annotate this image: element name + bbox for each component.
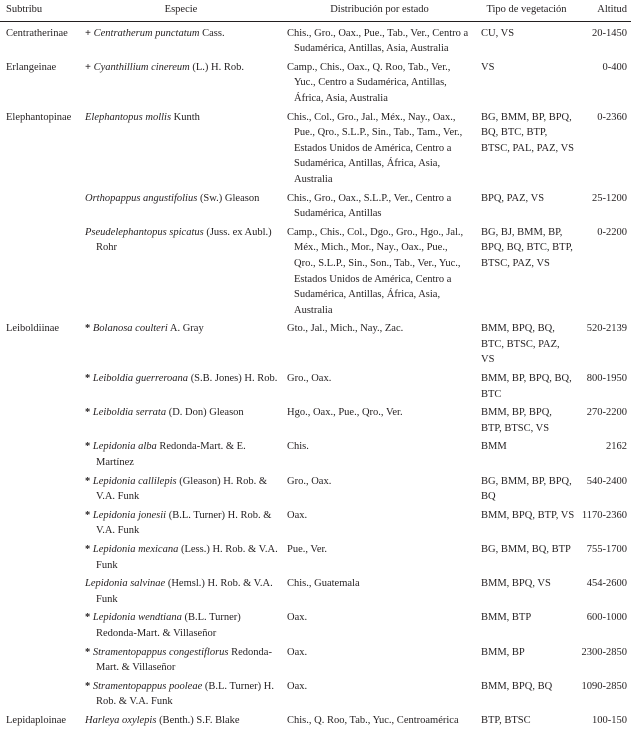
species-marker: * — [85, 646, 91, 658]
altitude-cell: 0-400 — [602, 61, 627, 73]
altitude-cell: 25-1200 — [592, 192, 627, 204]
table-row — [0, 676, 631, 710]
altitude-cell: 1170-2360 — [581, 509, 627, 521]
distribution-cell — [283, 676, 476, 710]
vegetation-cell: BG, BMM, BQ, BTP — [481, 544, 571, 555]
species-marker: * — [85, 680, 91, 692]
distribution-text: Chis. — [287, 441, 309, 453]
header-row — [0, 2, 631, 21]
subtribe-cell: Erlangeinae — [6, 61, 57, 73]
species-name: Lepidonia mexicana — [92, 544, 179, 555]
distribution-text: Oax. — [287, 646, 308, 658]
species-author: Redonda-Mart. & E. Martínez — [96, 441, 246, 469]
distribution-cell — [283, 471, 476, 505]
vegetation-cell: BMM, BPQ, VS — [481, 578, 551, 590]
distribution-text: Gto., Jal., Mich., Nay., Zac. — [287, 323, 404, 335]
vegetation-cell: BTP, BTSC — [481, 714, 531, 726]
vegetation-cell: BMM, BPQ, BQ, BTC, BTSC, PAZ, VS — [481, 323, 560, 366]
species-name: Cyanthillium cinereum — [93, 61, 190, 73]
species-cell — [79, 188, 283, 222]
distribution-cell — [283, 573, 476, 607]
table-row — [0, 436, 631, 470]
species-author: (B.L. Turner) H. Rob. & V.A. Funk — [96, 509, 272, 537]
species-author: A. Gray — [169, 323, 204, 335]
distribution-cell — [283, 402, 476, 436]
subtribe-cell: Centratherinae — [6, 27, 68, 39]
distribution-text: Hgo., Oax., Pue., Qro., Ver. — [287, 407, 403, 419]
species-author: (L.) H. Rob. — [192, 61, 244, 73]
subtribe-cell — [0, 573, 79, 607]
species-author: (Hemsl.) H. Rob. & V.A. Funk — [96, 578, 273, 605]
table-row — [0, 368, 631, 402]
species-name: Stramentopappus pooleae — [92, 680, 203, 692]
subtribe-cell — [0, 471, 79, 505]
distribution-text: Chis., Gro., Oax., Pue., Tab., Ver., Centro a Sudamérica, Antillas, Asia, Australia — [287, 27, 469, 55]
subtribe-cell — [0, 505, 79, 539]
distribution-text: Pue., Ver. — [287, 544, 328, 555]
distribution-text: Oax. — [287, 509, 308, 521]
species-author: (Juss. ex Aubl.) Rohr — [96, 226, 272, 254]
species-cell — [79, 642, 283, 676]
vegetation-cell: BMM, BP, BPQ, BTP, BTSC, VS — [481, 407, 552, 434]
header-subtribu: Subtribu — [6, 4, 43, 15]
distribution-cell — [283, 642, 476, 676]
distribution-cell — [283, 710, 476, 729]
distribution-cell — [283, 107, 476, 188]
table-header — [0, 2, 631, 21]
altitude-cell: 755-1700 — [586, 544, 627, 555]
vegetation-cell: BPQ, PAZ, VS — [481, 192, 545, 204]
species-author: (D. Don) Gleason — [168, 407, 244, 419]
species-author: Kunth — [173, 111, 200, 123]
species-name: Centratherum punctatum — [93, 27, 200, 39]
subtribe-cell — [0, 607, 79, 641]
table-body — [0, 21, 631, 728]
species-cell — [79, 710, 283, 729]
species-cell — [79, 505, 283, 539]
species-cell — [79, 368, 283, 402]
species-marker: * — [85, 544, 91, 555]
table-row — [0, 710, 631, 729]
species-name: Lepidonia wendtiana — [92, 612, 182, 624]
distribution-text: Chis., Gro., Oax., S.L.P., Ver., Centro a Sudamérica, Antillas — [287, 192, 452, 220]
altitude-cell: 540-2400 — [586, 475, 627, 487]
table-row — [0, 573, 631, 607]
table-row — [0, 222, 631, 319]
species-name: Lepidonia callilepis — [92, 475, 177, 487]
species-cell — [79, 107, 283, 188]
species-name: Leiboldia guerreroana — [92, 373, 189, 385]
species-name: Elephantopus mollis — [85, 111, 172, 123]
table-row — [0, 107, 631, 188]
species-cell — [79, 573, 283, 607]
species-cell — [79, 318, 283, 368]
species-author: (B.L. Turner) Redonda-Mart. & Villaseñor — [96, 612, 241, 639]
vegetation-cell: BMM — [481, 441, 507, 453]
subtribe-cell: Leiboldiinae — [6, 323, 60, 335]
species-marker: + — [85, 27, 91, 39]
altitude-cell: 0-2200 — [597, 226, 627, 238]
distribution-cell — [283, 505, 476, 539]
species-author: (S.B. Jones) H. Rob. — [190, 373, 278, 385]
species-marker: * — [85, 407, 91, 419]
header-distribucion: Distribución por estado — [330, 4, 429, 15]
table-row — [0, 21, 631, 57]
vegetation-cell: BMM, BPQ, BTP, VS — [481, 509, 575, 521]
distribution-cell — [283, 539, 476, 573]
species-author: Cass. — [202, 27, 225, 39]
header-especie: Especie — [164, 4, 198, 15]
species-author: (B.L. Turner) H. Rob. & V.A. Funk — [96, 680, 275, 708]
table-row — [0, 57, 631, 107]
table-row — [0, 607, 631, 641]
vegetation-cell: BMM, BPQ, BQ — [481, 680, 553, 692]
species-marker: * — [85, 509, 91, 521]
subtribe-cell — [0, 676, 79, 710]
altitude-cell: 800-1950 — [586, 373, 627, 385]
altitude-cell: 100-150 — [592, 714, 627, 726]
species-cell — [79, 222, 283, 319]
species-name: Harleya oxylepis — [85, 714, 157, 726]
table-row — [0, 402, 631, 436]
species-author: (Benth.) S.F. Blake — [159, 714, 240, 726]
distribution-cell — [283, 188, 476, 222]
species-cell — [79, 607, 283, 641]
distribution-cell — [283, 57, 476, 107]
distribution-cell — [283, 436, 476, 470]
table-row — [0, 471, 631, 505]
table-row — [0, 188, 631, 222]
table-row — [0, 505, 631, 539]
distribution-text: Camp., Chis., Oax., Q. Roo, Tab., Ver., Yuc., Centro a Sudamérica, Antillas, África, Asia, Australia — [287, 61, 451, 104]
subtribe-cell — [0, 368, 79, 402]
altitude-cell: 600-1000 — [586, 612, 627, 624]
subtribe-cell — [0, 436, 79, 470]
subtribe-cell — [0, 402, 79, 436]
distribution-text: Chis., Col., Gro., Jal., Méx., Nay., Oax., Pue., Qro., S.L.P., Sin., Tab., Tam., Ver., Estados Unidos de América, Centro a Sudamérica, Antillas, África, Asia, Australia — [287, 111, 463, 185]
header-altitud: Altitud — [597, 4, 627, 15]
species-cell — [79, 21, 283, 57]
subtribe-cell — [0, 188, 79, 222]
vegetation-cell: BMM, BP, BPQ, BQ, BTC — [481, 373, 572, 400]
table-row — [0, 642, 631, 676]
species-distribution-table — [0, 2, 631, 729]
species-marker: * — [85, 373, 91, 385]
distribution-cell — [283, 21, 476, 57]
altitude-cell: 2300-2850 — [581, 646, 627, 658]
altitude-cell: 520-2139 — [586, 323, 627, 335]
species-cell — [79, 539, 283, 573]
distribution-cell — [283, 607, 476, 641]
altitude-cell: 454-2600 — [586, 578, 627, 590]
distribution-cell — [283, 222, 476, 319]
species-author: (Sw.) Gleason — [199, 192, 260, 204]
species-name: Pseudelephantopus spicatus — [85, 226, 204, 238]
table-row — [0, 539, 631, 573]
subtribe-cell — [0, 539, 79, 573]
distribution-text: Chis., Guatemala — [287, 578, 360, 590]
species-marker: * — [85, 475, 91, 487]
distribution-cell — [283, 368, 476, 402]
distribution-text: Gro., Oax. — [287, 475, 332, 487]
species-name: Lepidonia jonesii — [92, 509, 167, 521]
table-row — [0, 318, 631, 368]
species-marker: * — [85, 323, 91, 335]
altitude-cell: 270-2200 — [586, 407, 627, 419]
distribution-text: Chis., Q. Roo, Tab., Yuc., Centroamérica — [287, 714, 459, 726]
species-name: Bolanosa coulteri — [92, 323, 168, 335]
vegetation-cell: BG, BMM, BP, BPQ, BQ — [481, 475, 572, 503]
distribution-text: Gro., Oax. — [287, 373, 332, 385]
species-name: Orthopappus angustifolius — [85, 192, 198, 204]
species-cell — [79, 676, 283, 710]
subtribe-cell: Lepidaploinae — [6, 714, 67, 726]
vegetation-cell: BMM, BP — [481, 646, 525, 658]
distribution-text: Oax. — [287, 612, 308, 624]
distribution-text: Oax. — [287, 680, 308, 692]
distribution-cell — [283, 318, 476, 368]
species-name: Lepidonia salvinae — [85, 578, 166, 590]
distribution-text: Camp., Chis., Col., Dgo., Gro., Hgo., Jal., Méx., Mich., Mor., Nay., Oax., Pue., Qro., S.L.P., Sin., Son., Tab., Ver., Yuc., Estados Unidos de América, Centro a Sudamérica, Antillas, África, Asia, Australia — [287, 226, 464, 316]
species-author: Redonda-Mart. & Villaseñor — [96, 646, 272, 674]
altitude-cell: 1090-2850 — [581, 680, 627, 692]
vegetation-cell: BMM, BTP — [481, 612, 532, 624]
species-marker: + — [85, 61, 91, 73]
vegetation-cell: BG, BJ, BMM, BP, BPQ, BQ, BTC, BTP, BTSC, PAZ, VS — [481, 226, 573, 269]
species-name: Leiboldia serrata — [92, 407, 167, 419]
species-name: Lepidonia alba — [92, 441, 157, 453]
species-name: Stramentopappus congestiflorus — [92, 646, 229, 658]
species-author: (Less.) H. Rob. & V.A. Funk — [96, 544, 278, 571]
header-vegetacion: Tipo de vegetación — [486, 4, 567, 15]
altitude-cell: 20-1450 — [592, 27, 627, 39]
subtribe-cell — [0, 222, 79, 319]
altitude-cell: 0-2360 — [597, 111, 627, 123]
altitude-cell: 2162 — [606, 441, 627, 453]
species-cell — [79, 471, 283, 505]
species-marker: * — [85, 441, 91, 453]
vegetation-cell: CU, VS — [481, 27, 515, 39]
vegetation-cell: BG, BMM, BP, BPQ, BQ, BTC, BTP, BTSC, PAL, PAZ, VS — [481, 111, 574, 154]
species-cell — [79, 402, 283, 436]
subtribe-cell — [0, 642, 79, 676]
species-marker: * — [85, 612, 91, 624]
species-cell — [79, 57, 283, 107]
vegetation-cell: VS — [481, 61, 495, 73]
species-cell — [79, 436, 283, 470]
subtribe-cell: Elephantopinae — [6, 111, 72, 123]
species-author: (Gleason) H. Rob. & V.A. Funk — [96, 475, 267, 503]
